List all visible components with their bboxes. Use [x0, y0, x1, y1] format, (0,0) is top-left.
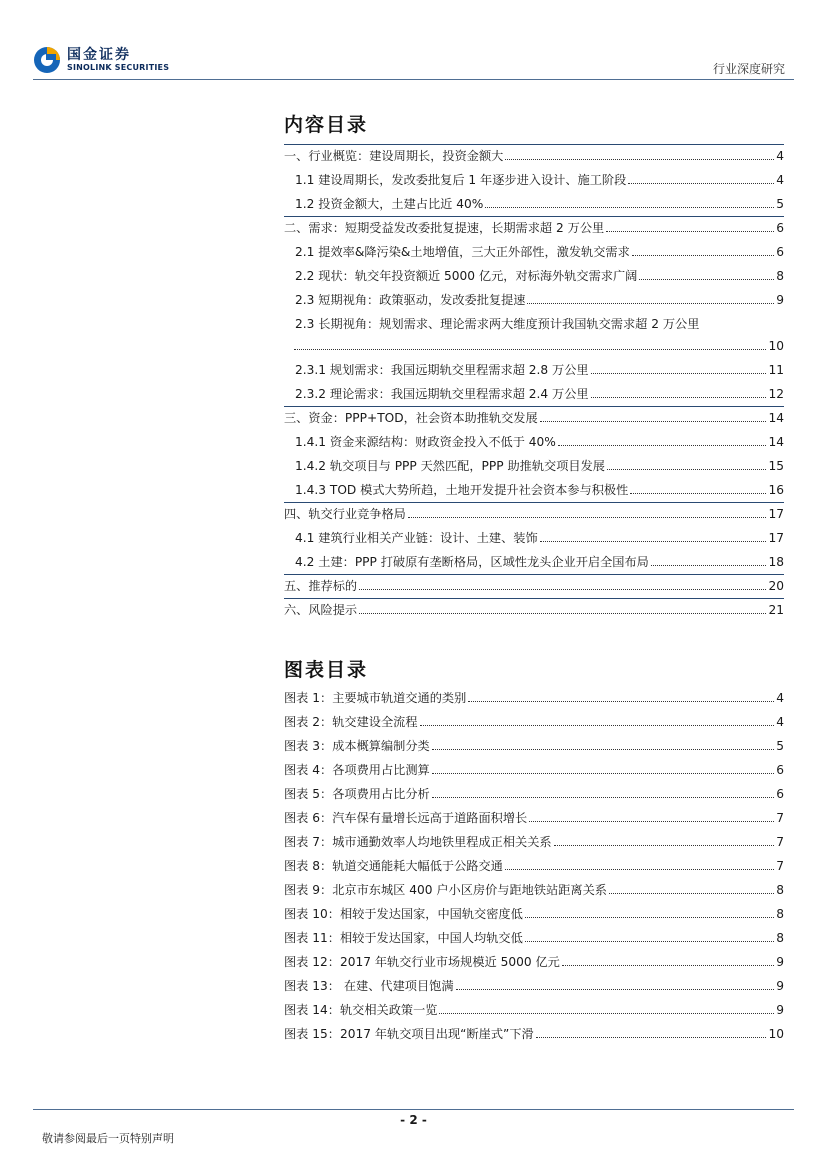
- company-logo: [33, 46, 169, 74]
- figure-entry[interactable]: 图表 2：轨交建设全流程 4: [284, 715, 784, 729]
- toc-divider: [284, 144, 784, 145]
- logo-english-name: SINOLINK SECURITIES: [67, 63, 170, 72]
- figure-entry[interactable]: 图表 15：2017 年轨交项目出现“断崖式”下滑 10: [284, 1027, 784, 1041]
- figure-entry[interactable]: 图表 5：各项费用占比分析 6: [284, 787, 784, 801]
- logo-icon: [33, 46, 61, 74]
- header-divider: [33, 79, 794, 80]
- figure-entry[interactable]: 图表 11：相较于发达国家，中国人均轨交低 8: [284, 931, 784, 945]
- toc-entry[interactable]: 2.2 现状：轨交年投资额近 5000 亿元，对标海外轨交需求广阔 8: [295, 269, 784, 283]
- figure-entry[interactable]: 图表 3：成本概算编制分类 5: [284, 739, 784, 753]
- toc-entry[interactable]: 1.4.1 资金来源结构：财政资金投入不低于 40% 14: [295, 435, 784, 449]
- figure-entry[interactable]: 图表 14：轨交相关政策一览 9: [284, 1003, 784, 1017]
- figure-entry[interactable]: 图表 9：北京市东城区 400 户小区房价与距地铁站距离关系 8: [284, 883, 784, 897]
- toc-entry[interactable]: 1.4.2 轨交项目与 PPP 天然匹配，PPP 助推轨交项目发展 15: [295, 459, 784, 473]
- figure-entry[interactable]: 图表 13： 在建、代建项目饱满 9: [284, 979, 784, 993]
- page-header: [0, 0, 827, 80]
- toc-title: 内容目录: [284, 114, 369, 136]
- toc-entry[interactable]: 2.3 短期视角：政策驱动，发改委批复提速 9: [295, 293, 784, 307]
- figure-entry[interactable]: 图表 8：轨道交通能耗大幅低于公路交通 7: [284, 859, 784, 873]
- toc-entry[interactable]: 4.1 建筑行业相关产业链：设计、土建、装饰 17: [295, 531, 784, 545]
- toc-divider: [284, 574, 784, 575]
- toc-entry[interactable]: 1.4.3 TOD 模式大势所趋，土地开发提升社会资本参与积极性 16: [295, 483, 784, 497]
- toc-entry[interactable]: 1.2 投资金额大，土建占比近 40% 5: [295, 197, 784, 211]
- toc-divider: [284, 598, 784, 599]
- figures-title: 图表目录: [284, 659, 369, 681]
- toc-entry[interactable]: 六、风险提示 21: [284, 603, 784, 617]
- toc-entry[interactable]: 1.1 建设周期长，发改委批复后 1 年逐步进入设计、施工阶段 4: [295, 173, 784, 187]
- toc-entry[interactable]: 2.3.1 规划需求：我国远期轨交里程需求超 2.8 万公里 11: [295, 363, 784, 377]
- disclaimer-text: 敬请参阅最后一页特别声明: [42, 1132, 174, 1145]
- toc-entry[interactable]: 五、推荐标的 20: [284, 579, 784, 593]
- toc-entry[interactable]: 一、行业概览：建设周期长，投资金额大 4: [284, 149, 784, 163]
- toc-divider: [284, 216, 784, 217]
- toc-entry[interactable]: 2.3.2 理论需求：我国远期轨交里程需求超 2.4 万公里 12: [295, 387, 784, 401]
- figure-entry[interactable]: 图表 10：相较于发达国家，中国轨交密度低 8: [284, 907, 784, 921]
- toc-entry[interactable]: 2.1 提效率&降污染&土地增值，三大正外部性，激发轨交需求 6: [295, 245, 784, 259]
- figure-entry[interactable]: 图表 4：各项费用占比测算 6: [284, 763, 784, 777]
- toc-entry[interactable]: 三、资金：PPP+TOD，社会资本助推轨交发展 14: [284, 411, 784, 425]
- figure-entry[interactable]: 图表 7：城市通勤效率人均地铁里程成正相关关系 7: [284, 835, 784, 849]
- figure-entry[interactable]: 图表 6：汽车保有量增长远高于道路面积增长 7: [284, 811, 784, 825]
- toc-entry[interactable]: 四、轨交行业竞争格局 17: [284, 507, 784, 521]
- toc-divider: [284, 502, 784, 503]
- toc-entry[interactable]: 2.3 长期视角：规划需求、理论需求两大维度预计我国轨交需求超 2 万公里 10: [295, 317, 784, 353]
- page-number: - 2 -: [400, 1113, 427, 1127]
- logo-chinese-name: 国金证券: [67, 47, 131, 63]
- toc-divider: [284, 406, 784, 407]
- report-type-label: 行业深度研究: [712, 62, 785, 76]
- toc-entry[interactable]: 二、需求：短期受益发改委批复提速，长期需求超 2 万公里 6: [284, 221, 784, 235]
- toc-entry[interactable]: 4.2 土建：PPP 打破原有垄断格局，区域性龙头企业开启全国布局 18: [295, 555, 784, 569]
- figure-entry[interactable]: 图表 1：主要城市轨道交通的类别 4: [284, 691, 784, 705]
- footer-divider: [33, 1109, 794, 1110]
- figure-entry[interactable]: 图表 12：2017 年轨交行业市场规模近 5000 亿元 9: [284, 955, 784, 969]
